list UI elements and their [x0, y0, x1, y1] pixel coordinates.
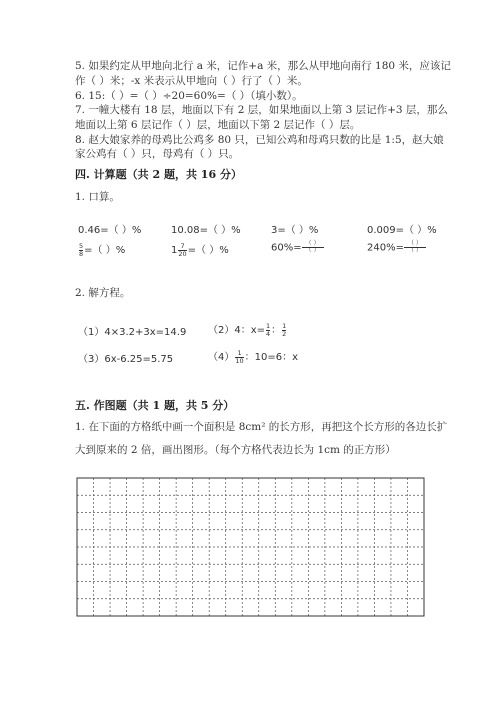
q7-line2: 地面以上第 6 层记作（ ）层，地面以下第 2 层记作（ ）层。 — [75, 119, 361, 131]
blank-fraction: （ ） （ ） — [302, 241, 324, 254]
q8-line2: 家公鸡有（ ）只，母鸡有（ ）只。 — [75, 148, 240, 160]
equation-2: （2）4：x= $\frac{1}{4}$ ： $\frac{1}{2}$ — [208, 321, 287, 338]
fraction: $\frac{1}{4}$ — [266, 321, 271, 338]
equations-label: 2. 解方程。 — [75, 287, 131, 299]
q8-line1: 8. 赵大娘家养的母鸡比公鸡多 80 只，已知公鸡和母鸡只数的比是 1:5，赵大娘 — [75, 134, 444, 146]
blank-fraction: （ ） （ ） — [404, 241, 426, 254]
q7-line1: 7. 一幢大楼有 18 层，地面以下有 2 层，如果地面以上第 3 层记作+3 层，那么 — [75, 104, 448, 116]
drawing-line1: 1. 在下面的方格纸中画一个面积是 8cm² 的长方形，再把这个长方形的各边长扩 — [75, 421, 448, 433]
oral-item-3: 3=（ ）% — [271, 225, 319, 236]
oral-item-7: 60%= （ ） （ ） — [271, 241, 324, 254]
drawing-line2: 大到原来的 2 倍，画出图形。（每个方格代表边长为 1cm 的正方形） — [75, 444, 396, 456]
fraction: $\frac{5}{8}$ — [79, 241, 84, 258]
equation-1: （1）4×3.2+3x=14.9 — [78, 327, 187, 338]
q5-line2: 作（ ）米；-x 米表示从甲地向（ ）行了（ ）米。 — [75, 75, 308, 87]
fraction: $\frac{7}{20}$ — [178, 241, 187, 258]
section4-title: 四. 计算题（共 2 题，共 16 分） — [75, 168, 242, 181]
fraction: $\frac{1}{10}$ — [235, 348, 244, 365]
oral-item-8: 240%= （ ） （ ） — [367, 241, 426, 254]
q6-line1: 6. 15:（ ）=（ ）÷20=60%=（ ）（填小数）。 — [75, 90, 303, 102]
fraction: $\frac{1}{2}$ — [282, 321, 287, 338]
oral-item-1: 0.46=（ ）% — [78, 225, 142, 236]
section5-title: 五. 作图题（共 1 题，共 5 分） — [75, 399, 235, 412]
equation-4: （4） $\frac{1}{10}$ ：10=6：x — [208, 348, 299, 365]
oral-calc-label: 1. 口算。 — [75, 191, 120, 203]
oral-item-4: 0.009=（ ）% — [367, 225, 437, 236]
q5-line1: 5. 如果约定从甲地向北行 a 米，记作+a 米，那么从甲地向南行 180 米，应该记 — [75, 60, 451, 72]
oral-item-5: $\frac{5}{8}$ =（ ）% — [79, 241, 126, 258]
grid-paper[interactable] — [76, 477, 425, 617]
equation-3: （3）6x-6.25=5.75 — [78, 354, 174, 365]
oral-item-2: 10.08=（ ）% — [171, 225, 241, 236]
oral-item-6: 1 $\frac{7}{20}$ =（ ）% — [171, 241, 229, 258]
